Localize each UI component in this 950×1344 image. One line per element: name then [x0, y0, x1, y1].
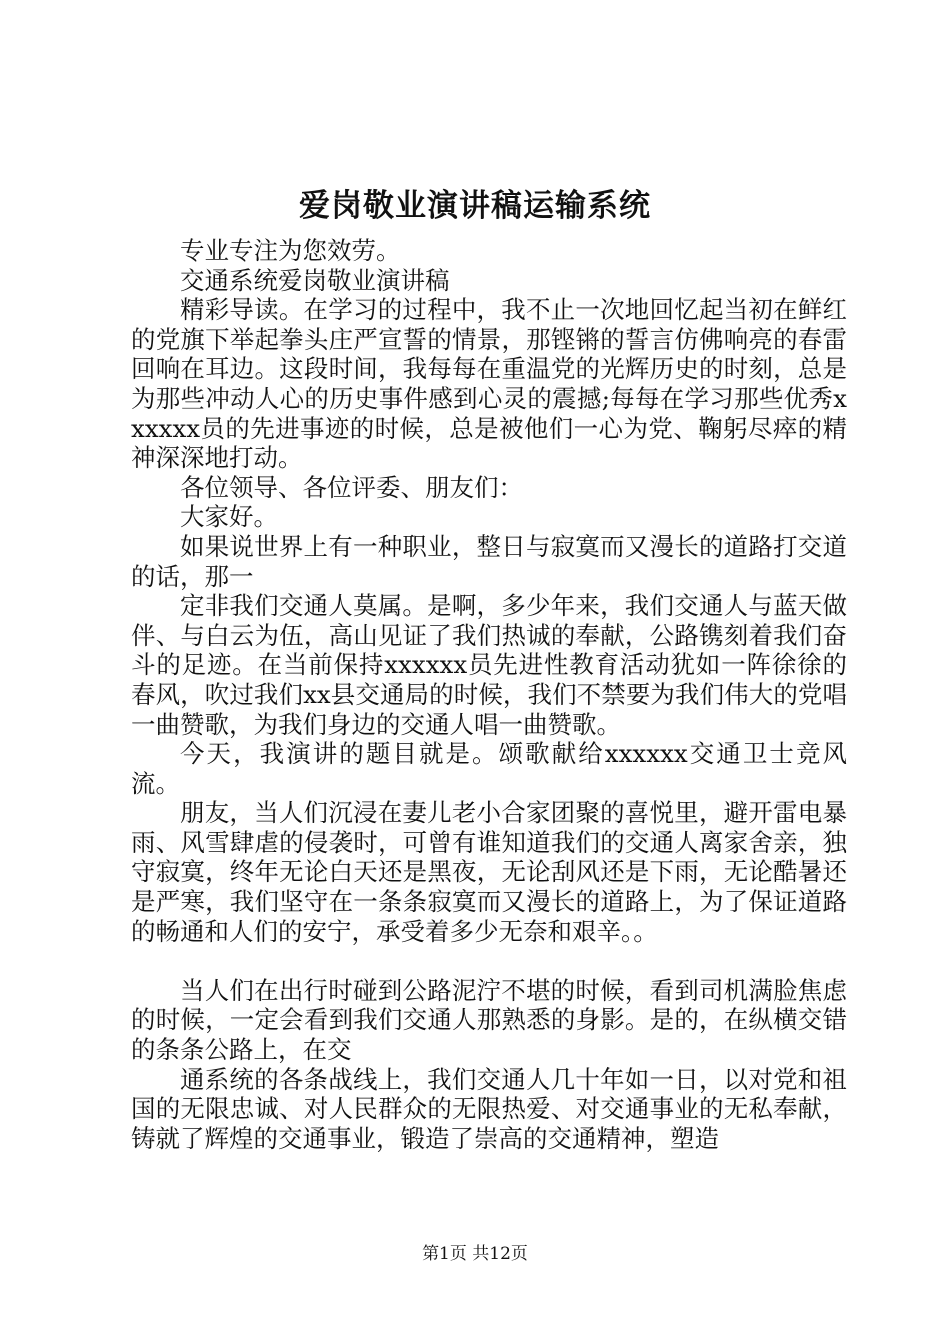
paragraph-topic: 今天，我演讲的题目就是。颂歌献给xxxxxx交通卫士竞风流。	[131, 739, 847, 798]
paragraph-opening: 如果说世界上有一种职业，整日与寂寞而又漫长的道路打交道的话，那一	[131, 531, 847, 591]
paragraph-tagline: 专业专注为您效劳。	[180, 236, 401, 265]
document-body	[131, 236, 847, 1153]
paragraph-body: 定非我们交通人莫属。是啊，多少年来，我们交通人与蓝天做伴、与白云为伍，高山见证了我们热诚的奉献，公路镌刻着我们奋斗的足迹。在当前保持xxxxxx员先进性教育活动犹如一阵徐徐的春风，吹过我们xx县交通局的时候，我们不禁要为我们伟大的党唱一曲赞歌，为我们身边的交通人唱一曲赞歌。	[131, 591, 847, 739]
paragraph-body: 通系统的各条战线上，我们交通人几十年如一日，以对党和祖国的无限忠诚、对人民群众的无限热爱、对交通事业的无私奉献，铸就了辉煌的交通事业，锻造了崇高的交通精神，塑造	[131, 1064, 847, 1153]
paragraph-subtitle: 交通系统爱岗敬业演讲稿	[180, 265, 450, 295]
paragraph-intro: 精彩导读。在学习的过程中，我不止一次地回忆起当初在鲜红的党旗下举起拳头庄严宣誓的情景，那铿锵的誓言仿佛响亮的春雷回响在耳边。这段时间，我每每在重温党的光辉历史的时刻，总是为那些冲动人心的历史事件感到心灵的震撼;每每在学习那些优秀xxxxxx员的先进事迹的时候，总是被他们一心为党、鞠躬尽瘁的精神深深地打动。	[131, 295, 847, 473]
paragraph-body: 朋友，当人们沉浸在妻儿老小合家团聚的喜悦里，避开雷电暴雨、风雪肆虐的侵袭时，可曾有谁知道我们的交通人离家舍亲，独守寂寞，终年无论白天还是黑夜，无论刮风还是下雨，无论酷暑还是严寒，我们坚守在一条条寂寞而又漫长的道路上，为了保证道路的畅通和人们的安宁，承受着多少无奈和艰辛。。	[131, 798, 847, 946]
document-title: 爱岗敬业演讲稿运输系统	[299, 188, 651, 224]
page-number: 第1页 共12页	[422, 1244, 528, 1264]
paragraph-greeting: 大家好。	[180, 502, 278, 532]
paragraph-salutation: 各位领导、各位评委、朋友们：	[180, 472, 523, 502]
paragraph-body: 当人们在出行时碰到公路泥泞不堪的时候，看到司机满脸焦虑的时候，一定会看到我们交通人那熟悉的身影。是的，在纵横交错的条条公路上，在交	[131, 975, 847, 1065]
